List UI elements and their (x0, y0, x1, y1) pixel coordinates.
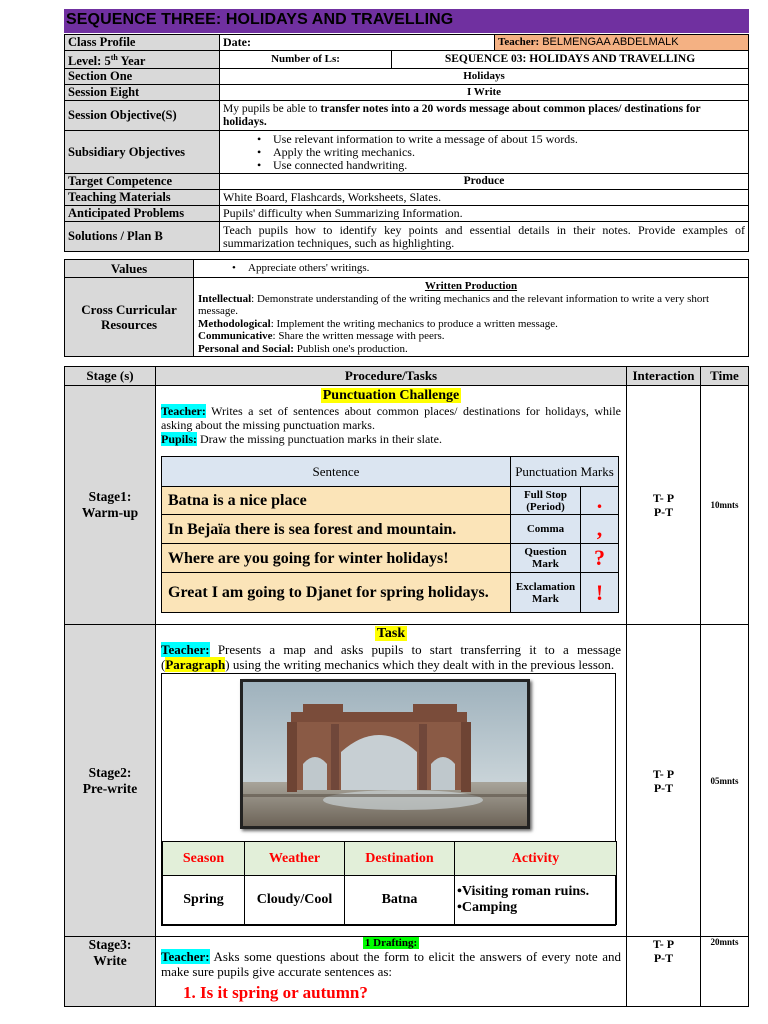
period-symbol: . (581, 487, 619, 515)
session-value: I Write (220, 85, 749, 101)
class-profile-table (64, 34, 749, 252)
subsidiary-item: • Apply the writing mechanics. (273, 146, 745, 159)
sentence-header: Sentence (162, 457, 511, 487)
materials-value: White Board, Flashcards, Worksheets, Slates. (220, 190, 749, 206)
stage2-title: Task (376, 626, 406, 641)
activity-header: Activity (455, 842, 617, 876)
mark-name-cell: Full Stop (Period) (511, 487, 581, 515)
session-label: Session Eight (65, 85, 220, 101)
sequence-label: SEQUENCE 03: HOLIDAYS AND TRAVELLING (392, 51, 749, 69)
cross-curricular-title: Written Production (424, 280, 518, 292)
sentence-cell: Batna is a nice place (162, 487, 511, 515)
question-1: 1. Is it spring or autumn? (183, 983, 368, 1002)
interaction-header: Interaction (627, 367, 701, 386)
intellectual-line: Intellectual: Demonstrate understanding of the writing mechanics and the relevant information to write a very short message. (198, 292, 710, 317)
stage2-interaction: T- P P-T (627, 625, 701, 937)
stage2-label: Stage2: Pre-write (65, 625, 156, 937)
date-label: Date: (220, 35, 495, 51)
section-label: Section One (65, 69, 220, 85)
stage3-title: 1 Drafting: (364, 937, 418, 949)
subsidiary-label: Subsidiary Objectives (65, 131, 220, 174)
competence-label: Target Competence (65, 174, 220, 190)
materials-label: Teaching Materials (65, 190, 220, 206)
stage3-tasks (156, 937, 627, 1007)
stage1-title: Punctuation Challenge (322, 388, 460, 403)
teacher-cell (495, 35, 749, 51)
sentence-cell: Where are you going for winter holidays! (162, 544, 511, 573)
weather-header: Weather (245, 842, 345, 876)
objective-label: Session Objective(S) (65, 101, 220, 131)
activity-value (455, 876, 617, 925)
stage1-label: Stage1: Warm-up (65, 386, 156, 625)
mark-name-cell: Exclamation Mark (511, 573, 581, 613)
stage2-time: 05mnts (701, 625, 749, 937)
activity-item: •Camping (457, 900, 518, 915)
tasks-header: Procedure/Tasks (156, 367, 627, 386)
page-title: SEQUENCE THREE: HOLIDAYS AND TRAVELLING (64, 9, 749, 33)
sentence-cell: In Bejaïa there is sea forest and mountain. (162, 515, 511, 544)
map-box (161, 673, 616, 926)
teacher-label: Teacher: (498, 36, 540, 48)
values-list (194, 260, 749, 278)
solutions-value: Teach pupils how to identify key points and essential details in their notes. Provide examples of summarization techniques, such as highlighting. (220, 222, 749, 252)
cross-curricular-content (194, 278, 749, 357)
problems-label: Anticipated Problems (65, 206, 220, 222)
stage1-teacher-text: Teacher: Writes a set of sentences about common places/ destinations for holidays, while asking about the missing punctuation marks. (161, 404, 621, 432)
mark-name-cell: Question Mark (511, 544, 581, 573)
communicative-line: Communicative: Share the written message with peers. (198, 330, 445, 342)
weather-value: Cloudy/Cool (245, 876, 345, 925)
stage3-interaction: T- P P-T (627, 937, 701, 1007)
stage3-teacher-text: Teacher: Asks some questions about the form to elicit the answers of every note and make sure pupils give accurate sentences as: (161, 949, 621, 979)
stage2-tasks (156, 625, 627, 937)
subsidiary-list (220, 131, 749, 174)
comma-symbol: , (581, 515, 619, 544)
stage3-time: 20mnts (701, 937, 749, 1007)
values-item: • Appreciate others' writings. (248, 262, 744, 275)
competence-value: Produce (220, 174, 749, 190)
stage1-time: 10mnts (701, 386, 749, 625)
problems-value: Pupils' difficulty when Summarizing Information. (220, 206, 749, 222)
personal-line: Personal and Social: Publish one's production. (198, 342, 408, 355)
class-profile-label: Class Profile (65, 35, 220, 51)
cross-curricular-label: Cross Curricular Resources (65, 278, 194, 357)
stage1-pupils-text: Pupils: Draw the missing punctuation marks in their slate. (161, 432, 442, 446)
roman-ruins-arch-photo (240, 679, 530, 829)
season-header: Season (163, 842, 245, 876)
objective-value: My pupils be able to transfer notes into a 20 words message about common places/ destinations for holidays. (220, 101, 749, 131)
teacher-name: BELMENGAA ABDELMALK (542, 36, 679, 48)
map-table (162, 841, 617, 925)
values-table (64, 259, 749, 357)
subsidiary-item: • Use relevant information to write a message of about 15 words. (273, 133, 745, 146)
arch-image (243, 682, 527, 826)
methodological-line: Methodological: Implement the writing mechanics to produce a written message. (198, 317, 558, 330)
mark-name-cell: Comma (511, 515, 581, 544)
values-label: Values (65, 260, 194, 278)
sentence-cell: Great I am going to Djanet for spring holidays. (162, 573, 511, 613)
season-value: Spring (163, 876, 245, 925)
level-label: Level: 5th Year (65, 51, 220, 69)
solutions-label: Solutions / Plan B (65, 222, 220, 252)
time-header: Time (701, 367, 749, 386)
stage1-interaction: T- P P-T (627, 386, 701, 625)
punctuation-table (161, 456, 619, 613)
activity-item: •Visiting roman ruins. (457, 884, 590, 899)
stage2-teacher-text: Teacher: Presents a map and asks pupils to start transferring it to a message (Paragraph) using the writing mechanics which they dealt with in the previous lesson. (161, 642, 621, 672)
question-symbol: ? (581, 544, 619, 573)
marks-header: Punctuation Marks (511, 457, 619, 487)
exclamation-symbol: ! (581, 573, 619, 613)
destination-value: Batna (345, 876, 455, 925)
stage3-label: Stage3: Write (65, 937, 156, 1007)
number-of-learners: Number of Ls: (220, 51, 392, 69)
destination-header: Destination (345, 842, 455, 876)
subsidiary-item: • Use connected handwriting. (273, 159, 745, 172)
stage1-tasks (156, 386, 627, 625)
section-value: Holidays (220, 69, 749, 85)
stage-header: Stage (s) (65, 367, 156, 386)
procedure-table (64, 366, 749, 1007)
